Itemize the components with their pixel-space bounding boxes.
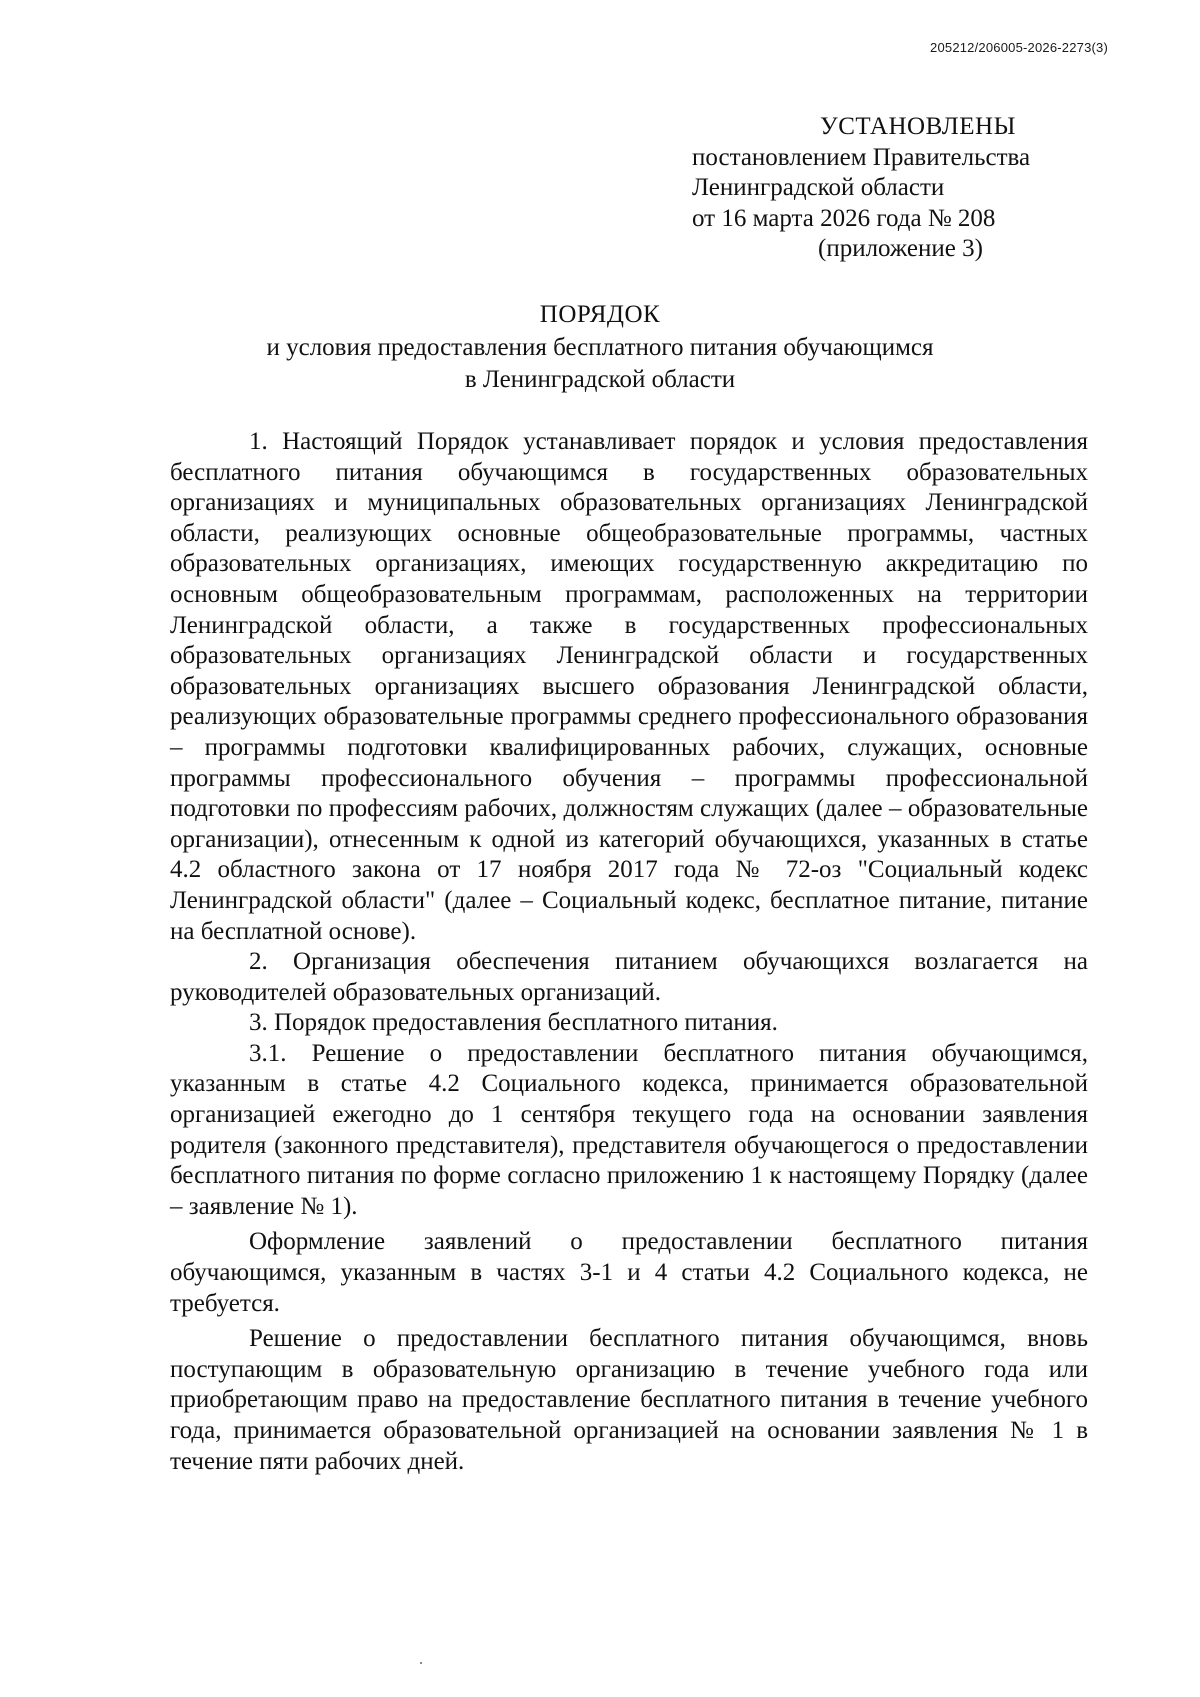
document-heading xyxy=(100,298,1100,396)
paragraph-2: 2. Организация обеспечения питанием обучающихся возлагается на руководителей образовательных организаций. xyxy=(170,948,1088,1006)
paragraph-3-1: 3.1. Решение о предоставлении бесплатного питания обучающимся, указанным в статье 4.2 Социального кодекса, принимается образовательной организацией ежегодно до 1 сентября текущего года на основании заявления родителя (законного представителя), представителя обучающегося о предоставлении бесплатного питания по форме согласно приложению 1 к настоящему Порядку (далее – заявление № 1). xyxy=(170,1039,1088,1220)
paragraph-1: 1. Настоящий Порядок устанавливает порядок и условия предоставления бесплатного питания обучающимся в государственных образовательных организациях и муниципальных образовательных организациях Ленинградской области, реализующих основные общеобразовательные программы, частных образовательных организациях, имеющих государственную аккредитацию по основным общеобразовательным программам, расположенных на территории Ленинградской области, а также в государственных профессиональных образовательных организациях Ленинградской области и государственных образовательных организациях высшего образования Ленинградской области, реализующих образовательные программы среднего профессионального образования – программы подготовки квалифицированных рабочих, служащих, основные программы профессионального обучения – программы профессиональной подготовки по профессиям рабочих, должностям служащих (далее – образовательные организации), отнесенным к одной из категорий обучающихся, указанных в статье 4.2 областного закона от 17 ноября 2017 года № 72-оз "Социальный кодекс Ленинградской области" (далее – Социальный кодекс, бесплатное питание, питание на бесплатной основе). xyxy=(170,428,1088,945)
document-body xyxy=(170,427,1088,1477)
paragraph-applications-note: Оформление заявлений о предоставлении бесплатного питания обучающимся, указанным в частях 3-1 и 4 статьи 4.2 Социального кодекса, не требуется. xyxy=(170,1228,1088,1317)
document-registration-number: 205212/206005-2026-2273(3) xyxy=(930,40,1108,55)
approval-line-resolution: постановлением Правительства xyxy=(692,143,1031,171)
document-subtitle-line-2: в Ленинградской области xyxy=(464,366,736,393)
approval-title: УСТАНОВЛЕНЫ xyxy=(820,113,1016,140)
approval-line-date: от 16 марта 2026 года № 208 xyxy=(692,204,996,232)
document-title: ПОРЯДОК xyxy=(539,301,661,328)
approval-annex-label: (приложение 3) xyxy=(818,235,983,262)
scan-speck xyxy=(420,1662,422,1664)
paragraph-new-students: Решение о предоставлении бесплатного питания обучающимся, вновь поступающим в образовательную организацию в течение учебного года или приобретающим право на предоставление бесплатного питания в течение учебного года, принимается образовательной организацией на основании заявления № 1 в течение пяти рабочих дней. xyxy=(170,1325,1088,1475)
approval-line-region: Ленинградской области xyxy=(692,174,945,201)
document-subtitle-line-1: и условия предоставления бесплатного питания обучающимся xyxy=(266,334,934,361)
paragraph-3: 3. Порядок предоставления бесплатного питания. xyxy=(249,1009,778,1037)
approval-stamp-block xyxy=(692,112,1112,265)
